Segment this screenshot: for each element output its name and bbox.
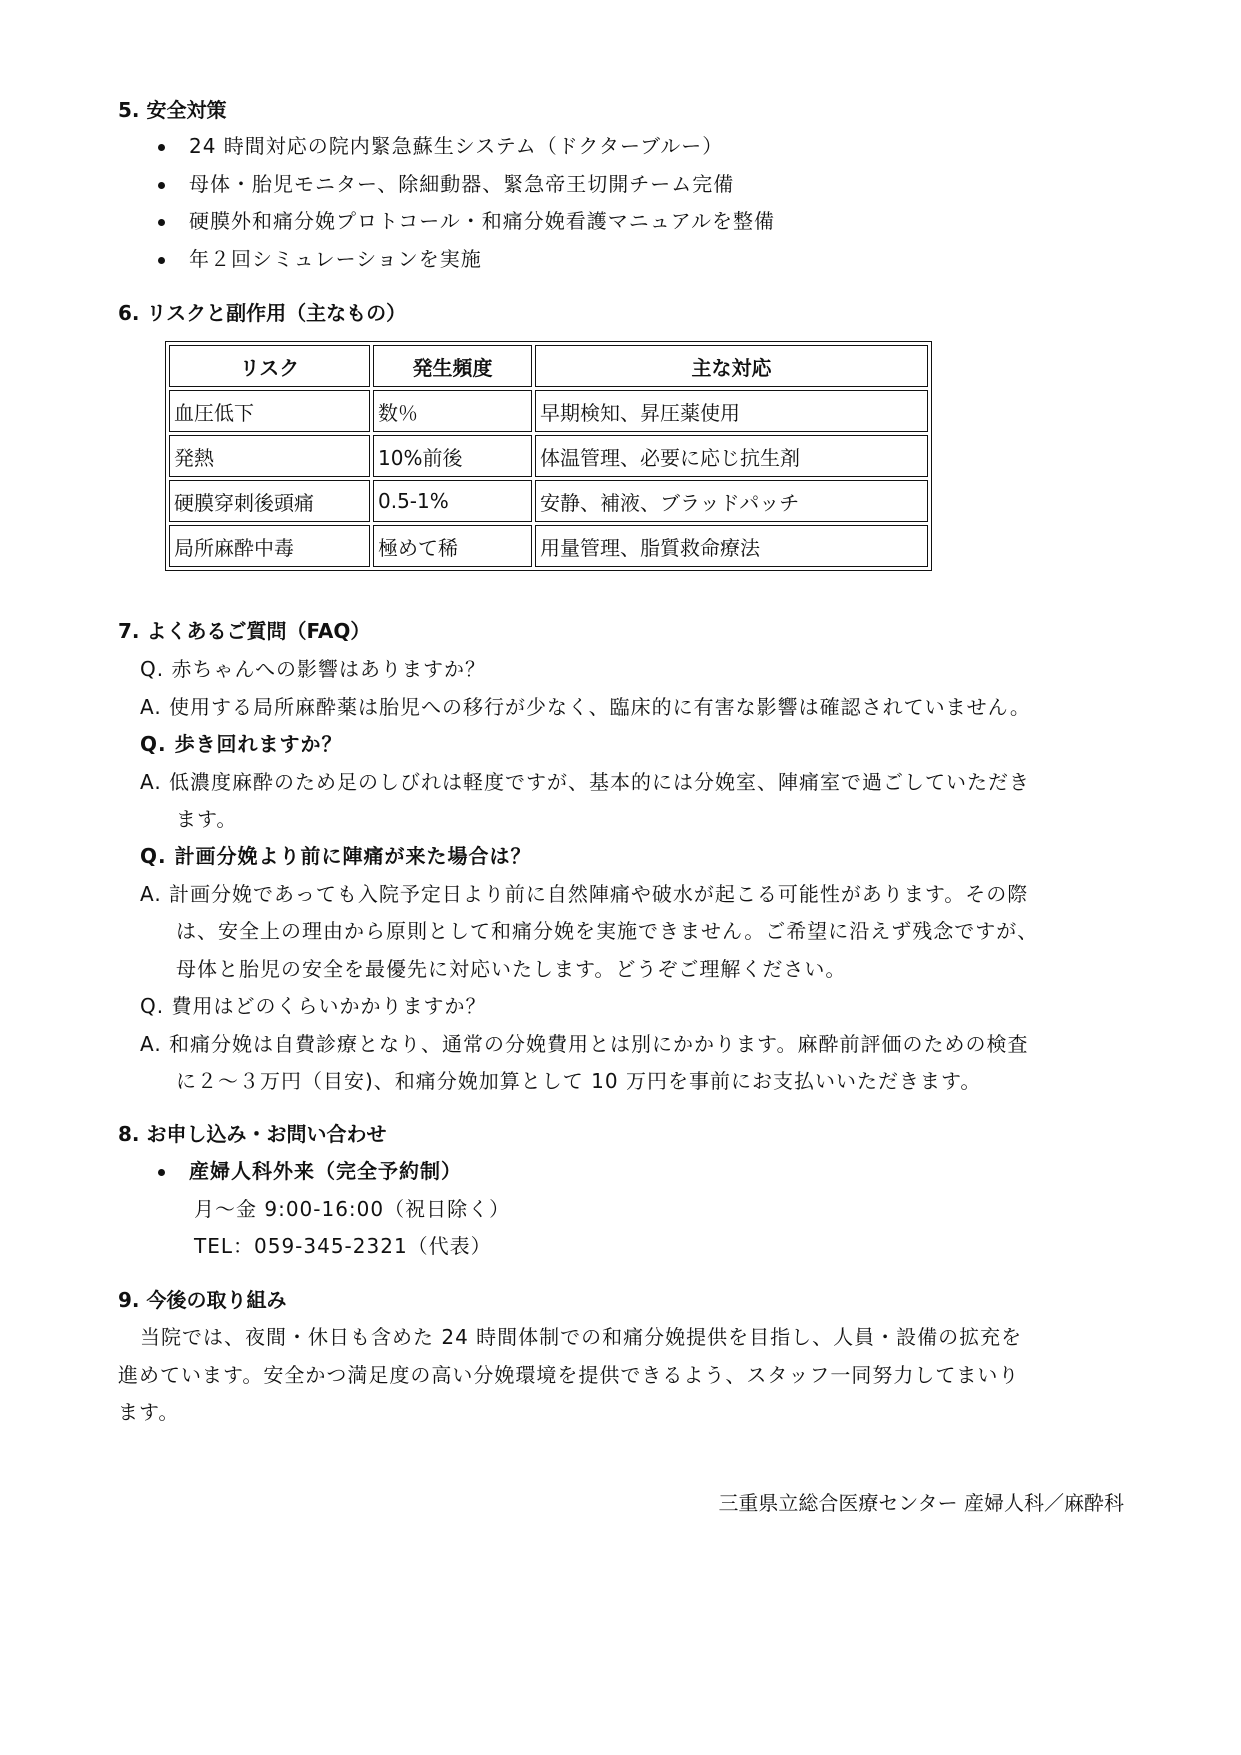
table-cell: 用量管理、脂質救命療法 [535, 525, 928, 567]
table-cell: 早期検知、昇圧薬使用 [535, 390, 928, 432]
faq-answer: A. 低濃度麻酔のため足のしびれは軽度ですが、基本的には分娩室、陣痛室で過ごしていただき [140, 770, 1031, 794]
faq-answer: A. 和痛分娩は自費診療となり、通常の分娩費用とは別にかかります。麻酔前評価のための検査 [140, 1032, 1029, 1056]
faq-answer-continued: は、安全上の理由から原則として和痛分娩を実施できません。ご希望に沿えず残念ですが、 [176, 919, 1039, 943]
table-cell: 安静、補液、ブラッドパッチ [535, 480, 928, 522]
section-7-heading: 7. よくあるご質問（FAQ） [118, 619, 371, 643]
table-row [169, 390, 928, 432]
faq-question: Q. 計画分娩より前に陣痛が来た場合は？ [140, 844, 532, 868]
faq-question: Q. 歩き回れますか？ [140, 732, 343, 756]
paragraph-line: 当院では、夜間・休日も含めた 24 時間体制での和痛分娩提供を目指し、人員・設備の拡充を [140, 1325, 1023, 1349]
section-9-heading: 9. 今後の取り組み [118, 1288, 287, 1312]
faq-answer: A. 使用する局所麻酔薬は胎児への移行が少なく、臨床的に有害な影響は確認されていません。 [140, 695, 1031, 719]
faq-question: Q. 費用はどのくらいかかりますか？ [140, 994, 487, 1018]
bullet-icon [158, 182, 165, 189]
phone-number: TEL：059-345-2321（代表） [194, 1234, 492, 1258]
paragraph-line: ます。 [118, 1400, 180, 1424]
signature: 三重県立総合医療センター 産婦人科／麻酔科 [718, 1491, 1124, 1515]
table-cell: 極めて稀 [373, 525, 532, 567]
table-cell: 局所麻酔中毒 [169, 525, 370, 567]
table-cell: 0.5-1% [373, 480, 532, 522]
safety-item: 年２回シミュレーションを実施 [158, 243, 482, 272]
column-header: 主な対応 [535, 345, 928, 387]
table-row [169, 435, 928, 477]
risk-table [165, 341, 932, 571]
table-cell: 発熱 [169, 435, 370, 477]
section-8-heading: 8. お申し込み・お問い合わせ [118, 1122, 387, 1146]
contact-item: 産婦人科外来（完全予約制） [158, 1155, 462, 1184]
table-row [169, 525, 928, 567]
bullet-icon [158, 1169, 165, 1176]
faq-question: Q. 赤ちゃんへの影響はありますか？ [140, 657, 487, 681]
paragraph-line: 進めています。安全かつ満足度の高い分娩環境を提供できるよう、スタッフ一同努力してまいり [118, 1363, 1020, 1387]
faq-answer-continued: 母体と胎児の安全を最優先に対応いたします。どうぞご理解ください。 [176, 957, 847, 981]
office-hours: 月～金 9:00-16:00（祝日除く） [194, 1197, 511, 1221]
faq-answer-continued: ます。 [176, 807, 238, 831]
column-header: 発生頻度 [373, 345, 532, 387]
section-5-heading: 5. 安全対策 [118, 98, 227, 122]
table-cell: 硬膜穿刺後頭痛 [169, 480, 370, 522]
table-row [169, 480, 928, 522]
table-cell: 数％ [373, 390, 532, 432]
table-cell: 血圧低下 [169, 390, 370, 432]
table-header-row [169, 345, 928, 387]
safety-item: 24 時間対応の院内緊急蘇生システム（ドクターブルー） [158, 130, 723, 159]
safety-item: 母体・胎児モニター、除細動器、緊急帝王切開チーム完備 [158, 168, 734, 197]
faq-answer: A. 計画分娩であっても入院予定日より前に自然陣痛や破水が起こる可能性があります。その際 [140, 882, 1029, 906]
bullet-icon [158, 219, 165, 226]
faq-answer-continued: に２～３万円（目安)、和痛分娩加算として 10 万円を事前にお支払いいただきます。 [176, 1069, 982, 1093]
bullet-icon [158, 257, 165, 264]
section-6-heading: 6. リスクと副作用（主なもの） [118, 301, 407, 325]
table-cell: 体温管理、必要に応じ抗生剤 [535, 435, 928, 477]
safety-item: 硬膜外和痛分娩プロトコール・和痛分娩看護マニュアルを整備 [158, 205, 775, 234]
column-header: リスク [169, 345, 370, 387]
bullet-icon [158, 144, 165, 151]
table-cell: 10%前後 [373, 435, 532, 477]
